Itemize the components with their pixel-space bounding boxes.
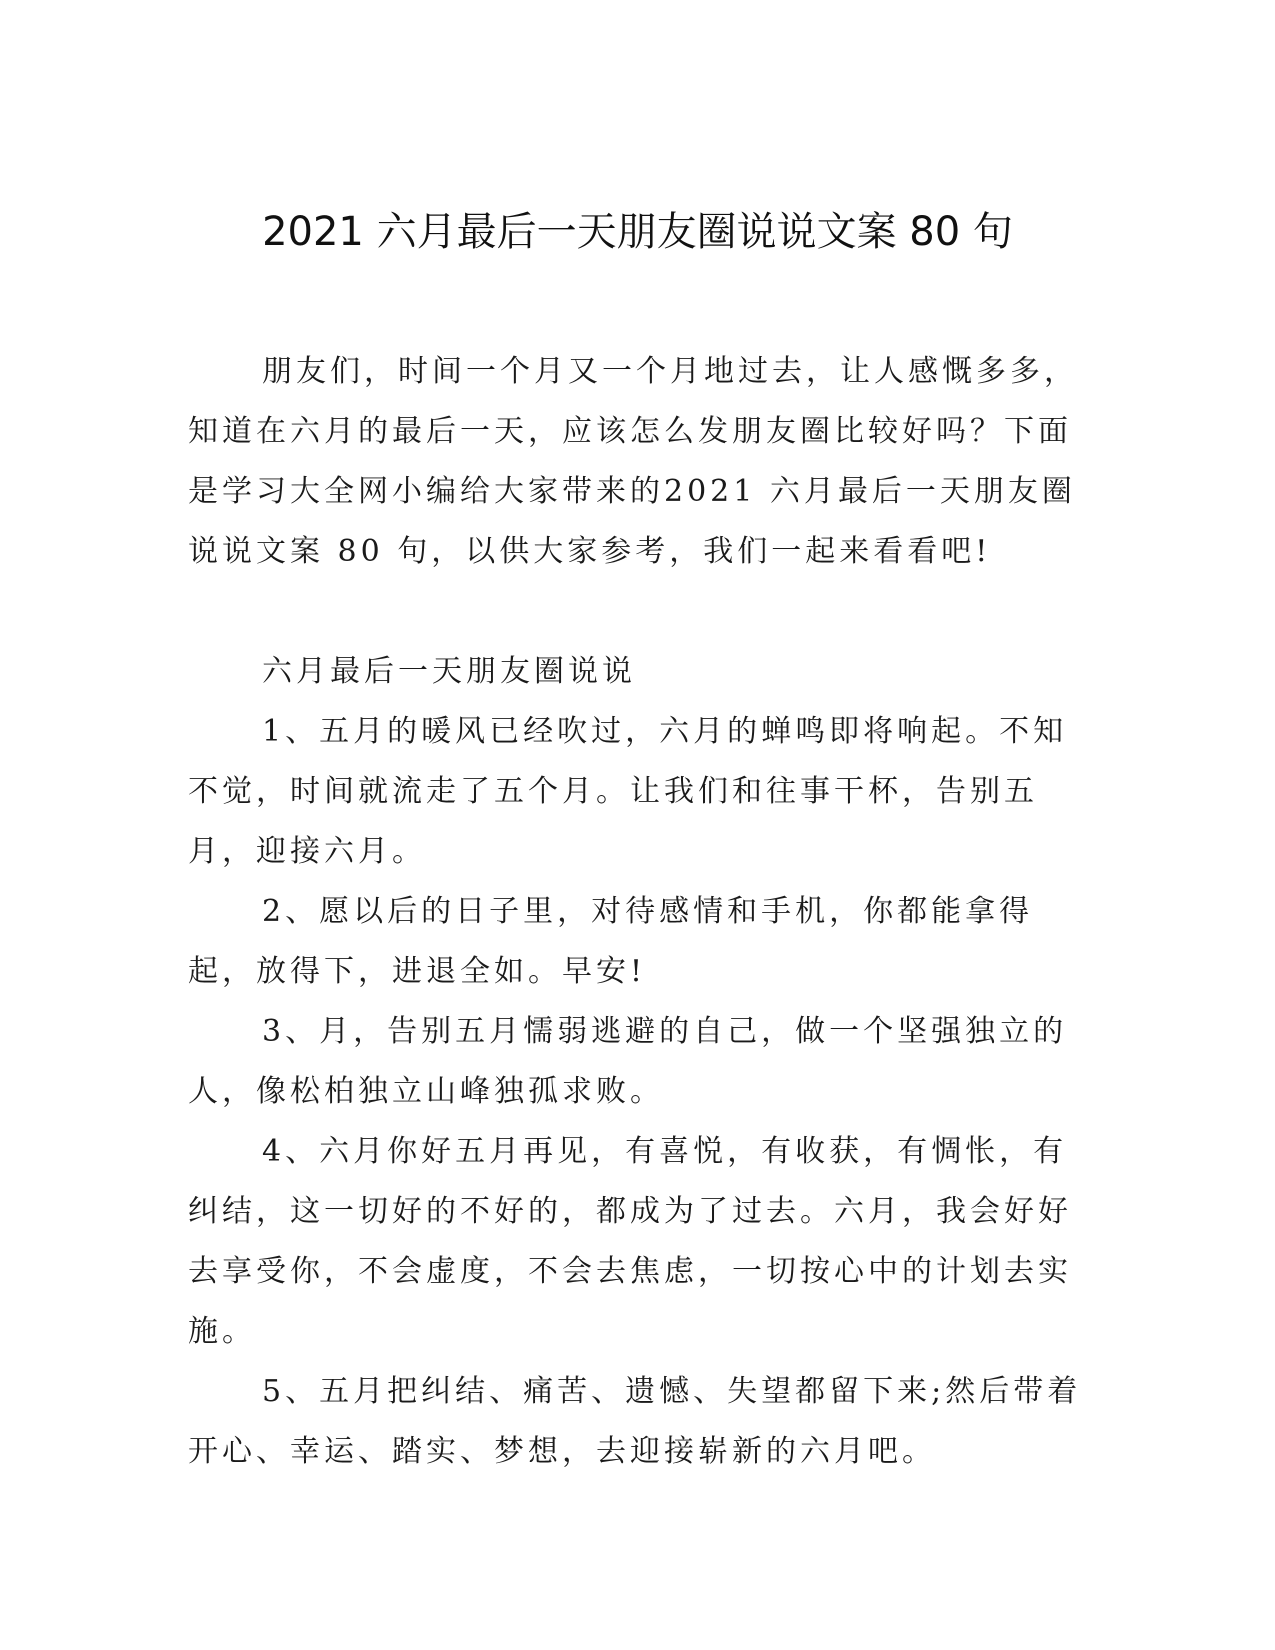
document-body bbox=[188, 342, 1088, 1482]
document-title: 2021 六月最后一天朋友圈说说文案 80 句 bbox=[262, 209, 1013, 255]
list-item: 4、六月你好五月再见，有喜悦，有收获，有惆怅，有纠结，这一切好的不好的，都成为了过去。六月，我会好好去享受你，不会虚度，不会去焦虑，一切按心中的计划去实施。 bbox=[188, 1134, 1072, 1349]
section-heading: 六月最后一天朋友圈说说 bbox=[262, 654, 636, 689]
list-item: 1、五月的暖风已经吹过，六月的蝉鸣即将响起。不知不觉，时间就流走了五个月。让我们和往事干杯，告别五月，迎接六月。 bbox=[188, 714, 1068, 869]
list-item: 3、月，告别五月懦弱逃避的自己，做一个坚强独立的人，像松柏独立山峰独孤求败。 bbox=[188, 1014, 1068, 1109]
list-item: 5、五月把纠结、痛苦、遗憾、失望都留下来;然后带着开心、幸运、踏实、梦想，去迎接崭新的六月吧。 bbox=[188, 1374, 1082, 1469]
list-item: 2、愿以后的日子里，对待感情和手机，你都能拿得起，放得下，进退全如。早安! bbox=[188, 894, 1034, 989]
intro-paragraph: 朋友们，时间一个月又一个月地过去，让人感慨多多，知道在六月的最后一天，应该怎么发朋友圈比较好吗？下面是学习大全网小编给大家带来的2021 六月最后一天朋友圈说说文案 80 句，以供大家参考，我们一起来看看吧! bbox=[188, 354, 1078, 569]
